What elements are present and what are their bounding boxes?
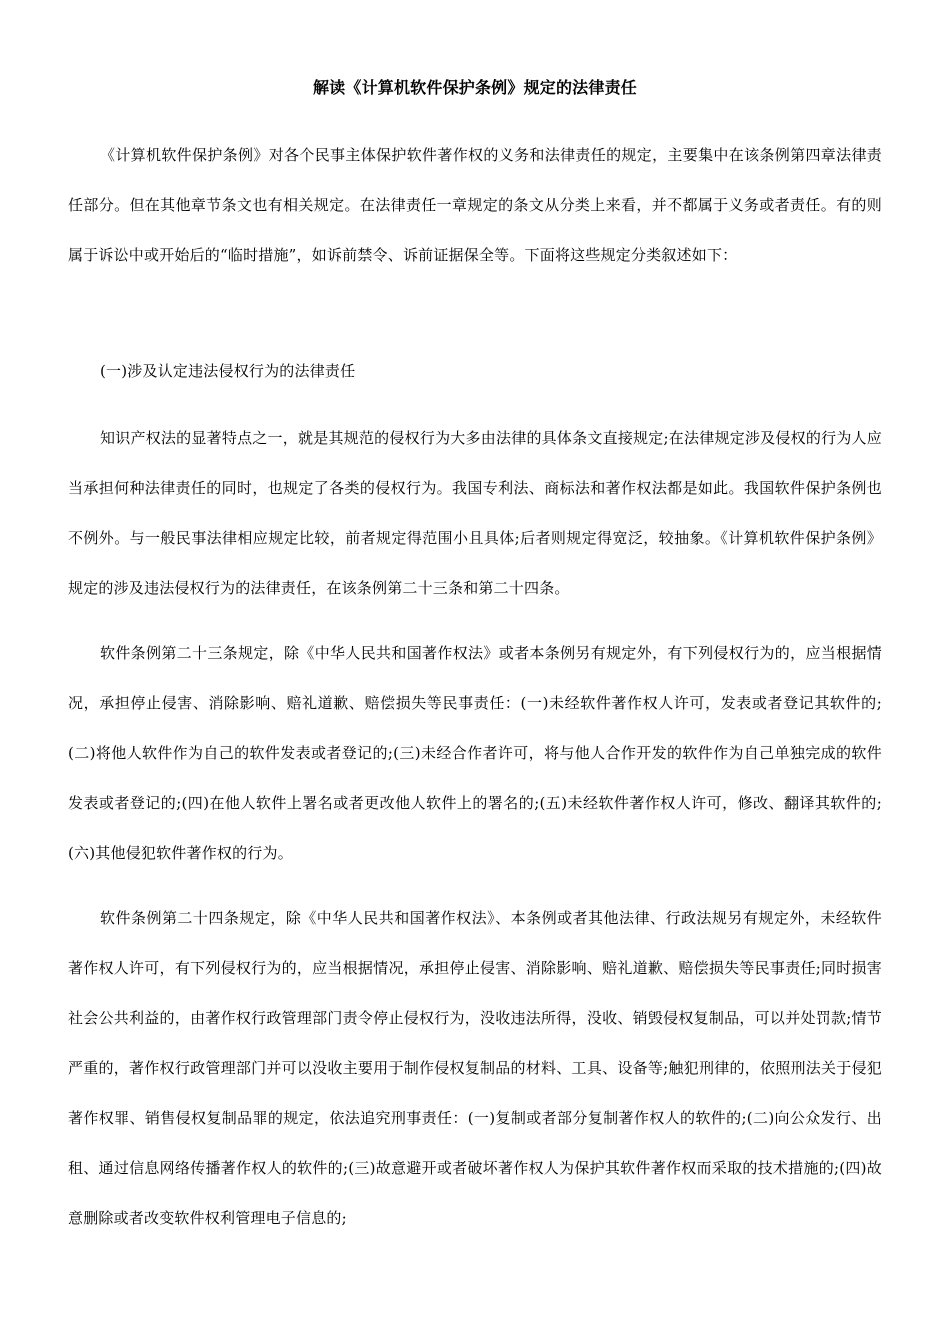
paragraph-intro: 《计算机软件保护条例》对各个民事主体保护软件著作权的义务和法律责任的规定，主要集中在该条例第四章法律责任部分。但在其他章节条文也有相关规定。在法律责任一章规定的条文从分类上来看，并不都属于义务或者责任。有的则属于诉讼中或开始后的“临时措施”，如诉前禁令、诉前证据保全等。下面将这些规定分类叙述如下： xyxy=(68,146,882,264)
paragraph-ip-law: 知识产权法的显著特点之一，就是其规范的侵权行为大多由法律的具体条文直接规定;在法律规定涉及侵权的行为人应当承担何种法律责任的同时，也规定了各类的侵权行为。我国专利法、商标法和著作权法都是如此。我国软件保护条例也不例外。与一般民事法律相应规定比较，前者规定得范围小且具体;后者则规定得宽泛，较抽象。《计算机软件保护条例》规定的涉及违法侵权行为的法律责任，在该条例第二十三条和第二十四条。 xyxy=(68,429,882,597)
paragraph-article-23: 软件条例第二十三条规定，除《中华人民共和国著作权法》或者本条例另有规定外，有下列侵权行为的，应当根据情况，承担停止侵害、消除影响、赔礼道歉、赔偿损失等民事责任：(一)未经软件著作权人许可，发表或者登记其软件的;(二)将他人软件作为自己的软件发表或者登记的;(三)未经合作者许可，将与他人合作开发的软件作为自己单独完成的软件发表或者登记的;(四)在他人软件上署名或者更改他人软件上的署名的;(五)未经软件著作权人许可，修改、翻译其软件的;(六)其他侵犯软件著作权的行为。 xyxy=(68,644,882,862)
document-title: 解读《计算机软件保护条例》规定的法律责任 xyxy=(312,78,637,97)
section-heading: (一)涉及认定违法侵权行为的法律责任 xyxy=(100,362,356,380)
paragraph-article-24: 软件条例第二十四条规定，除《中华人民共和国著作权法》、本条例或者其他法律、行政法规另有规定外，未经软件著作权人许可，有下列侵权行为的，应当根据情况，承担停止侵害、消除影响、赔礼道歉、赔偿损失等民事责任;同时损害社会公共利益的，由著作权行政管理部门责令停止侵权行为，没收违法所得，没收、销毁侵权复制品，可以并处罚款;情节严重的，著作权行政管理部门并可以没收主要用于制作侵权复制品的材料、工具、设备等;触犯刑律的，依照刑法关于侵犯著作权罪、销售侵权复制品罪的规定，依法追究刑事责任：(一)复制或者部分复制著作权人的软件的;(二)向公众发行、出租、通过信息网络传播著作权人的软件的;(三)故意避开或者破坏著作权人为保护其软件著作权而采取的技术措施的;(四)故意删除或者改变软件权利管理电子信息的; xyxy=(68,909,882,1227)
